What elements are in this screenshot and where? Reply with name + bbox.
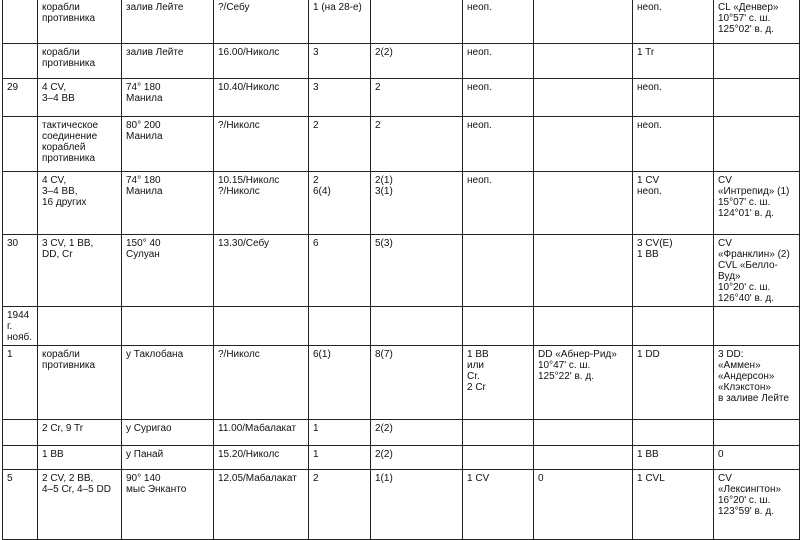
table-body [3, 0, 800, 540]
table-row [3, 172, 800, 235]
cell-hits-claimed [463, 420, 534, 446]
cell-date [3, 117, 38, 172]
cell-hits-claimed: неоп. [463, 79, 534, 117]
table-row [3, 307, 800, 346]
cell-ship-damaged: 3 DD: «Аммен» «Андерсон» «Клэкстон» в заливе Лейте [714, 346, 800, 420]
cell-time-base: 16.00/Николс [214, 44, 309, 79]
cell-date [3, 172, 38, 235]
cell-bearing-location: залив Лейте [122, 44, 214, 79]
cell-result-verified [534, 420, 633, 446]
cell-date: 5 [3, 470, 38, 540]
cell-result-verified [534, 446, 633, 470]
cell-planes-lost: 8(7) [371, 346, 463, 420]
table-row [3, 470, 800, 540]
cell-planes-sortied: 6(1) [309, 346, 371, 420]
cell-planes-sortied: 2 6(4) [309, 172, 371, 235]
cell-planes-lost: 2(2) [371, 446, 463, 470]
cell-bearing-location: у Суригао [122, 420, 214, 446]
cell-ship-damaged [714, 307, 800, 346]
cell-time-base: 11.00/Мабалакат [214, 420, 309, 446]
cell-time-base: 10.40/Николс [214, 79, 309, 117]
cell-target: тактическое соединение кораблей противника [38, 117, 122, 172]
cell-bearing-location [122, 307, 214, 346]
cell-planes-sortied: 3 [309, 79, 371, 117]
cell-time-base: ?/Николс [214, 117, 309, 172]
cell-target: корабли противника [38, 346, 122, 420]
cell-time-base: 10.15/Николс ?/Николс [214, 172, 309, 235]
cell-planes-lost: 2(2) [371, 44, 463, 79]
cell-hits-claimed: 1 CV [463, 470, 534, 540]
cell-ship-damaged: CV «Лексингтон» 16°20' с. ш. 123°59' в. д. [714, 470, 800, 540]
cell-time-base [214, 307, 309, 346]
table-row [3, 420, 800, 446]
cell-bearing-location: залив Лейте [122, 0, 214, 44]
cell-damage-reported: 1 CVL [633, 470, 714, 540]
table-row [3, 235, 800, 307]
cell-ship-damaged: CV «Интрепид» (1) 15°07' с. ш. 124°01' в. д. [714, 172, 800, 235]
cell-planes-lost: 1(1) [371, 470, 463, 540]
cell-bearing-location: 74° 180 Манила [122, 172, 214, 235]
cell-target: корабли противника [38, 0, 122, 44]
cell-date: 30 [3, 235, 38, 307]
cell-hits-claimed: 1 BB или Cr. 2 Cr [463, 346, 534, 420]
cell-target: 2 CV, 2 BB, 4–5 Cr, 4–5 DD [38, 470, 122, 540]
cell-hits-claimed [463, 235, 534, 307]
cell-ship-damaged [714, 117, 800, 172]
cell-target: 4 CV, 3–4 BB [38, 79, 122, 117]
cell-damage-reported: 1 Tr [633, 44, 714, 79]
cell-hits-claimed: неоп. [463, 117, 534, 172]
cell-hits-claimed: неоп. [463, 172, 534, 235]
cell-bearing-location: 90° 140 мыс Энканто [122, 470, 214, 540]
cell-planes-lost: 2(2) [371, 420, 463, 446]
cell-hits-claimed [463, 307, 534, 346]
cell-target: 3 CV, 1 BB, DD, Cr [38, 235, 122, 307]
cell-damage-reported [633, 307, 714, 346]
cell-damage-reported: 3 CV(E) 1 BB [633, 235, 714, 307]
cell-result-verified [534, 307, 633, 346]
cell-bearing-location: 150° 40 Сулуан [122, 235, 214, 307]
cell-hits-claimed: неоп. [463, 44, 534, 79]
cell-date [3, 446, 38, 470]
cell-hits-claimed [463, 446, 534, 470]
cell-bearing-location: 80° 200 Манила [122, 117, 214, 172]
cell-planes-sortied: 1 [309, 420, 371, 446]
table-row [3, 79, 800, 117]
cell-result-verified [534, 79, 633, 117]
cell-result-verified [534, 235, 633, 307]
cell-planes-sortied: 2 [309, 117, 371, 172]
cell-ship-damaged [714, 44, 800, 79]
cell-time-base: ?/Себу [214, 0, 309, 44]
cell-damage-reported: 1 BB [633, 446, 714, 470]
cell-planes-lost: 5(3) [371, 235, 463, 307]
cell-planes-lost: 2 [371, 79, 463, 117]
cell-date [3, 44, 38, 79]
cell-ship-damaged: CL «Денвер» 10°57' с. ш. 125°02' в. д. [714, 0, 800, 44]
cell-time-base: 12.05/Мабалакат [214, 470, 309, 540]
cell-date: 29 [3, 79, 38, 117]
cell-result-verified [534, 117, 633, 172]
table-row [3, 446, 800, 470]
cell-planes-sortied: 2 [309, 470, 371, 540]
cell-target: 1 BB [38, 446, 122, 470]
cell-planes-sortied: 1 (на 28-е) [309, 0, 371, 44]
cell-result-verified [534, 44, 633, 79]
cell-planes-lost [371, 307, 463, 346]
cell-bearing-location: 74° 180 Манила [122, 79, 214, 117]
cell-time-base: 13.30/Себу [214, 235, 309, 307]
cell-planes-lost [371, 0, 463, 44]
cell-target [38, 307, 122, 346]
cell-date: 1944 г. нояб. [3, 307, 38, 346]
cell-target: 2 Cr, 9 Tr [38, 420, 122, 446]
cell-planes-sortied: 3 [309, 44, 371, 79]
cell-time-base: ?/Николс [214, 346, 309, 420]
cell-date: 1 [3, 346, 38, 420]
cell-result-verified [534, 0, 633, 44]
cell-date [3, 0, 38, 44]
cell-planes-sortied [309, 307, 371, 346]
cell-planes-lost: 2 [371, 117, 463, 172]
cell-result-verified: 0 [534, 470, 633, 540]
table-row [3, 44, 800, 79]
cell-ship-damaged: 0 [714, 446, 800, 470]
cell-damage-reported: 1 DD [633, 346, 714, 420]
cell-planes-sortied: 6 [309, 235, 371, 307]
cell-hits-claimed: неоп. [463, 0, 534, 44]
table-row [3, 117, 800, 172]
cell-damage-reported: неоп. [633, 79, 714, 117]
cell-damage-reported: 1 CV неоп. [633, 172, 714, 235]
cell-date [3, 420, 38, 446]
table-row [3, 346, 800, 420]
cell-ship-damaged [714, 420, 800, 446]
cell-target: 4 CV, 3–4 BB, 16 других [38, 172, 122, 235]
cell-bearing-location: у Панай [122, 446, 214, 470]
cell-damage-reported [633, 420, 714, 446]
cell-damage-reported: неоп. [633, 117, 714, 172]
cell-time-base: 15.20/Николс [214, 446, 309, 470]
cell-bearing-location: у Таклобана [122, 346, 214, 420]
table-row [3, 0, 800, 44]
sortie-results-table [2, 0, 800, 540]
cell-ship-damaged: CV «Франклин» (2) CVL «Белло-Вуд» 10°20' с. ш. 126°40' в. д. [714, 235, 800, 307]
cell-target: корабли противника [38, 44, 122, 79]
cell-result-verified [534, 172, 633, 235]
cell-ship-damaged [714, 79, 800, 117]
cell-result-verified: DD «Абнер-Рид» 10°47' с. ш. 125°22' в. д. [534, 346, 633, 420]
cell-damage-reported: неоп. [633, 0, 714, 44]
cell-planes-sortied: 1 [309, 446, 371, 470]
cell-planes-lost: 2(1) 3(1) [371, 172, 463, 235]
